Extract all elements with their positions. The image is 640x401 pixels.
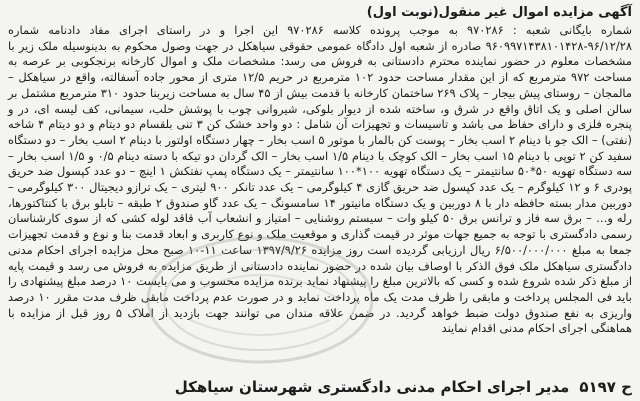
notice-body: شماره بایگانی شعبه : ۹۷۰۲۸۶ به موجب پرونده کلاسه ۹۷۰۲۸۶ این اجرا و در راستای اجرای مفاد دادنامه شماره ۹۶/۱۲/۲۸-۹۶۰۹۹۷۱۴۳۸۱۰۱۴۲۸ صادره از شعبه اول دادگاه عمومی حقوقی سیاهکل در جهت وصول محکوم به بدینوسیله ملک زیر با مشخصات معلوم در حضور نماینده محترم دادستانی به فروش می رسد: مشخصات ملک و اموال کارخانه برنجکوبی بر عرصه به مساحت ۹۷۲ مترمربع که از این مقدار مساحت حدود ۱۰۲ مترمربع در حریم ۱۲/۵ متری از محور جاده آسفالته، واقع در سیاهکل – مالمجان – روستای پیش بیجار – پلاک ۲۶۹ ساختمان کارخانه با قدمت بیش از ۴۵ سال به مساحت زیربنا حدود ۳۱۰ مترمربع مشتمل بر سالن اصلی و یک اتاق واقع در شرق و، ساخته شده از دیوار بلوکی، شیروانی چوب با پوشش حلب، سیمانی، کف لیسه ای، در و پنجره فلزی و دارای حفاظ می باشد و تاسیسات و تجهیزات آن شامل : دو واحد خشک کن ۳ تنی بلقسام دو دیتام و دو دیتام ۴ شاخه (نفتی) – الک جو با دینام ۲ اسب بخار – پوست کن بالمار با موتور ۵ اسب بخار – چهار دستگاه اولتور با دینام ۲ اسب بخار – دو دستگاه سفید کن ۲ توپی با دینام ۱۵ اسب بخار – الک کوچک با دینام ۱/۵ اسب بخار – الک گردان دو تیکه با دسته دینام ۰/۵ و ۱/۵ اسب بخار – سه دستگاه تهویه ۵۰*۵۰ سانتیمتر – یک دستگاه تهویه ۱۰۰*۱۰۰ سانتیمتر – یک دستگاه پمپ نفتکش ۱ اینچ – دو عدد کپسول ضد حریق پودری ۶ و ۱۲ کیلوگرم – یک عدد کپسول ضد حریق گازی ۴ کیلوگرمی – یک عدد تانکر ۹۰۰ لیتری – یک ترازو دیجیتال ۳۰۰ کیلوگرمی – دوربین مدار بسته حافظه دار با ۸ دوربین و یک دستگاه مانیتور ۱۴ سامسونگ – یک عدد گاو صندوق ۲ طبقه – تابلو برق با کنتاکتورها، رله و… – برق سه فاز و ترانس برق ۵۰ کیلو وات – سیستم روشنایی – امتیاز و انشعاب آب قاقد لوله کشی که از سوی کارشناسان رسمی دادگستری با توجه به جمیع جهات موثر در قیمت گذاری و موقعیت ملک و نوع کاربری و ابعاد قدمت بنا و نوع و قدمت تجهیزات جمعا به مبلغ ۶/۵۰۰/۰۰۰/۰۰۰ ریال ارزیابی گردیده است روز مزایده ۱۳۹۷/۹/۲۶ ساعت ۱۱-۱۰ صبح محل مزایده اجرای احکام مدنی دادگستری سیاهکل ملک فوق الذکر با اوصاف بیان شده در حضور نماینده دادستانی از طریق مزایده به فروش می رسد و قیمت پایه از مبلغ ذکر شده شروع شده و کسی که بالاترین مبلغ را پیشنهاد نماید برنده مزایده محسوب و می بایست ۱۰ درصد مبلغ پیشنهادی را باید فی المجلس پرداخت و مابقی را ظرف مدت یک ماه پرداخت نماید و در صورت عدم پرداخت مابقی ظرف مدت مقرر ۱۰ درصد واریزی به نفع صندوق دولت ضبط خواهد گردید. در ضمن علاقه مندان می توانند جهت بازدید از املاک ۵ روز قبل از مزایده با هماهنگی اجرای احکام مدنی اقدام نمایند	[8, 23, 633, 336]
notice-title: آگهی مزایده اموال غیر منقول(نوبت اول)	[366, 5, 632, 20]
notice-footer	[8, 377, 632, 397]
footer-signature: مدیر اجرای احکام مدنی دادگستری شهرستان سیاهکل	[174, 378, 570, 396]
footer-reference: ح ۵۱۹۷	[579, 378, 632, 396]
